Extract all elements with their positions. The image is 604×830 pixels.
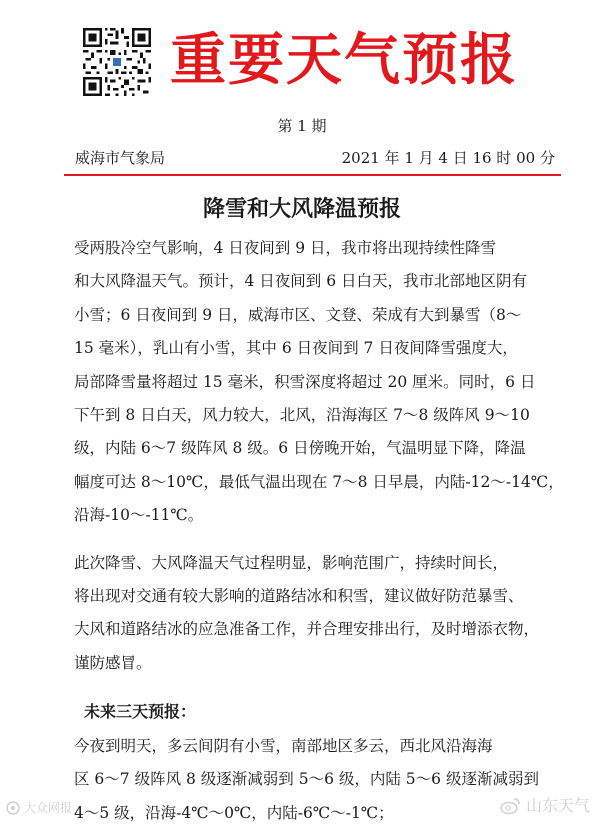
document-title: 重要天气预报 bbox=[170, 27, 518, 93]
text-line: 大风和道路结冰的应急准备工作，并合理安排出行，及时增添衣物， bbox=[74, 620, 540, 639]
document-body bbox=[74, 232, 574, 830]
issuer-line bbox=[75, 147, 555, 169]
text-line: 4～5 级，沿海-4℃～0℃，内陆-6℃～-1℃； bbox=[74, 803, 394, 822]
text-line: 将出现对交通有较大影响的道路结冰和积雪，建议做好防范暴雪、 bbox=[74, 586, 524, 605]
text-line: 幅度可达 8～10℃，最低气温出现在 7～8 日早晨，内陆-12～-14℃， bbox=[74, 472, 564, 491]
forecast-section-title: 未来三天预报： bbox=[84, 702, 197, 722]
text-line: 区 6～7 级阵风 8 级逐渐减弱到 5～6 级，内陆 5～6 级逐渐减弱到 bbox=[74, 770, 539, 789]
text-line: 小雪；6 日夜间到 9 日，威海市区、文登、荣成有大到暴雪（8～ bbox=[74, 305, 522, 324]
paragraph bbox=[74, 547, 574, 681]
watermark-right-text: 山东天气 bbox=[525, 796, 590, 815]
text-line: 谨防感冒。 bbox=[74, 653, 152, 672]
weibo-icon bbox=[500, 797, 520, 815]
watermark-left-text: 大众网报 bbox=[24, 801, 73, 815]
issue-datetime: 2021 年 1 月 4 日 16 时 00 分 bbox=[341, 149, 555, 167]
text-line: 和大风降温天气。预计，4 日夜间到 6 日白天，我市北部地区阴有 bbox=[74, 272, 528, 291]
text-line: 受两股冷空气影响，4 日夜间到 9 日，我市将出现持续性降雪 bbox=[74, 239, 497, 257]
issue-number: 第 1 期 bbox=[277, 117, 327, 135]
paragraph bbox=[74, 232, 574, 533]
header-divider bbox=[64, 174, 561, 176]
text-line: 级，内陆 6～7 级阵风 8 级。6 日傍晚开始，气温明显下降，降温 bbox=[74, 439, 526, 458]
text-line: 局部降雪量将超过 15 毫米，积雪深度将超过 20 厘米。同时，6 日 bbox=[74, 372, 536, 391]
text-line: 15 毫米），乳山有小雪，其中 6 日夜间到 7 日夜间降雪强度大， bbox=[74, 339, 518, 358]
weibo-watermark bbox=[500, 796, 590, 816]
source-watermark bbox=[6, 800, 72, 816]
text-line: 下午到 8 日白天，风力较大，北风，沿海海区 7～8 级阵风 9～10 bbox=[74, 405, 530, 424]
text-line: 此次降雪、大风降温天气过程明显，影响范围广，持续时间长， bbox=[74, 553, 509, 572]
forecast-headline: 降雪和大风降温预报 bbox=[202, 197, 401, 222]
text-line: 沿海-10～-11℃。 bbox=[74, 506, 204, 525]
agency-name: 威海市气象局 bbox=[75, 149, 166, 167]
text-line: 今夜到明天，多云间阴有小雪，南部地区多云，西北风沿海海 bbox=[74, 737, 493, 756]
logo-icon bbox=[6, 801, 20, 815]
qr-code-image bbox=[83, 28, 151, 96]
